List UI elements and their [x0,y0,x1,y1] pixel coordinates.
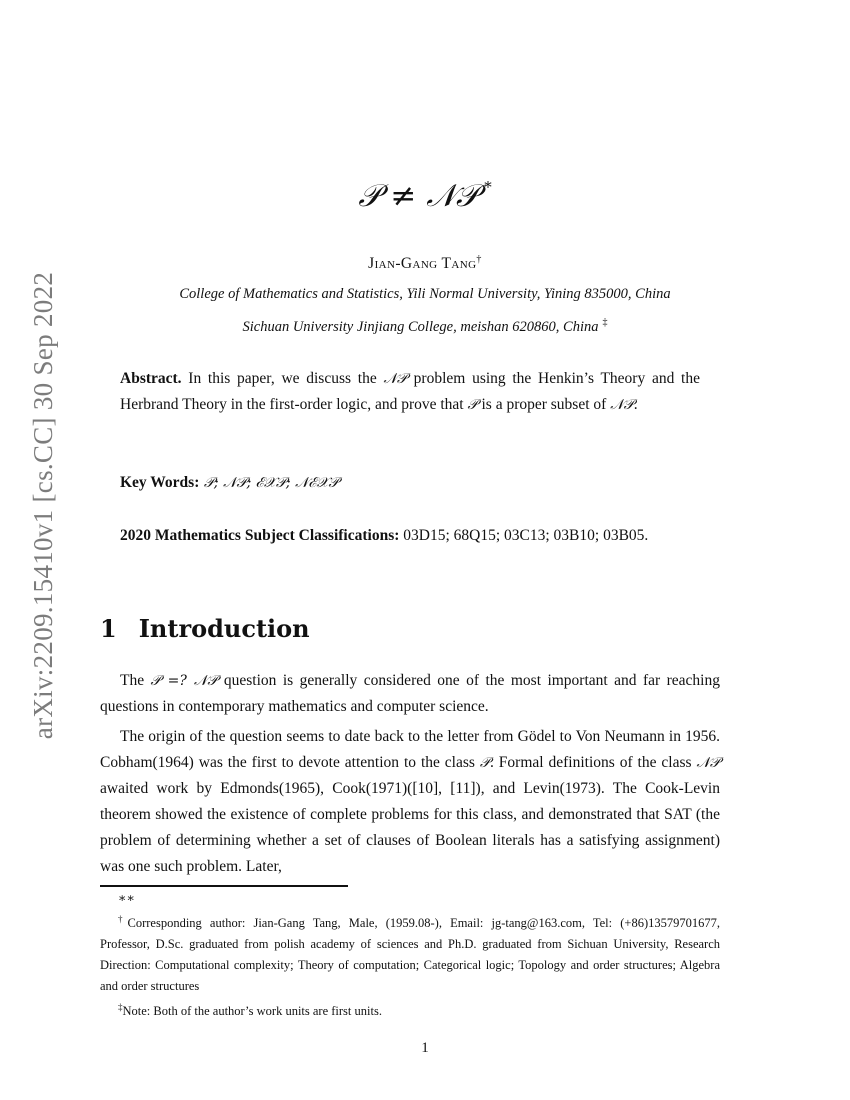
author-footnote-mark: † [476,254,482,265]
abstract-math-np-1: 𝒩𝒫 [383,371,407,387]
msc-value: 03D15; 68Q15; 03C13; 03B10; 03B05. [399,527,649,544]
keywords [120,470,700,496]
footnote-dagger-text: Corresponding author: Jian-Gang Tang, Male, (1959.08-), Email: jg-tang@163.com, Tel: (+86)13579701677, Professor, D.Sc. graduated from polish academy of sciences and Ph.D. graduated from Sichuan University, Research Direction: Computational complexity; Theory of computation; Categorical logic; Topology and order structures; Algebra and order structures [100,916,720,994]
p2-math-np: 𝒩𝒫 [696,755,720,771]
footnote-star-text: ∗∗ [118,891,135,905]
section-heading [100,614,310,643]
affiliation-1-text: College of Mathematics and Statistics, Yili Normal University, Yining 835000, China [179,286,671,302]
affiliation-2 [0,317,850,336]
arxiv-stamp [14,265,74,745]
title-footnote-mark: * [484,178,492,196]
abstract-math-p: 𝒫 [467,397,478,413]
footnote-ddagger-mark: ‡ [118,1002,123,1013]
footnote-dagger [100,909,720,997]
footnote-dagger-mark: † [118,914,128,924]
author-name [0,254,850,273]
p2-text-c: awaited work by Edmonds(1965), Cook(1971)([10], [11]), and Levin(1973). The Cook-Levin theorem showed the existence of complete problems for this class, and demonstrated that SAT (the problem of determining whether a set of clauses of Boolean literals has a satisfying assignment) was one such problem. Later, [100,780,720,875]
abstract-text-2: problem using the Henkin’s Theory and the Herbrand Theory in the first-order logic, and prove that [120,370,700,413]
keywords-value: 𝒫; 𝒩𝒫; ℰ𝒳𝒫; 𝒩ℰ𝒳𝒫 [199,475,339,491]
arxiv-stamp-text: arXiv:2209.15410v1 [cs.CC] 30 Sep 2022 [28,271,59,739]
footnote-ddagger [100,997,720,1022]
keywords-label: Key Words: [120,474,200,491]
affiliation-1 [0,286,850,303]
footnotes [100,888,720,1022]
abstract-text-4: . [633,396,638,413]
paper-title-text: 𝒫 ≠ 𝒩𝒫 [358,178,479,214]
paper-title [0,178,850,215]
p1-text-a: The [120,672,151,689]
intro-paragraph-1 [100,668,720,720]
abstract-text-1: In this paper, we discuss the [181,370,384,387]
section-number: 1 [100,614,117,643]
p2-text-b: . Formal definitions of the class [489,754,697,771]
page-number-text: 1 [421,1040,429,1056]
p1-math: 𝒫 =? 𝒩𝒫 [150,673,218,689]
footnote-ddagger-text: Note: Both of the author’s work units are first units. [122,1004,382,1019]
section-title: Introduction [138,614,310,643]
abstract-text-3: is a proper subset of [477,396,611,413]
page-number [0,1040,850,1057]
msc-label: 2020 Mathematics Subject Classifications: [120,527,400,544]
p2-math-p: 𝒫 [479,755,490,771]
affiliation-2-text: Sichuan University Jinjiang College, meishan 620860, China [242,318,599,335]
p2-text-a: The origin of the question seems to date back to the letter from Gödel to Von Neumann in 1956. Cobham(1964) was the first to devote attention to the class [100,728,720,771]
p1-text-b: question is generally considered one of the most important and far reaching questions in contemporary mathematics and computer science. [100,672,720,715]
author-name-text: Jian-Gang Tang [368,255,477,273]
intro-paragraph-2 [100,724,720,880]
abstract [120,366,700,418]
abstract-math-np-2: 𝒩𝒫 [610,397,634,413]
abstract-label: Abstract. [120,370,182,387]
msc-classification [120,523,700,548]
footnote-rule [100,885,348,887]
affiliation-2-mark: ‡ [602,317,608,328]
footnote-star [100,888,720,909]
